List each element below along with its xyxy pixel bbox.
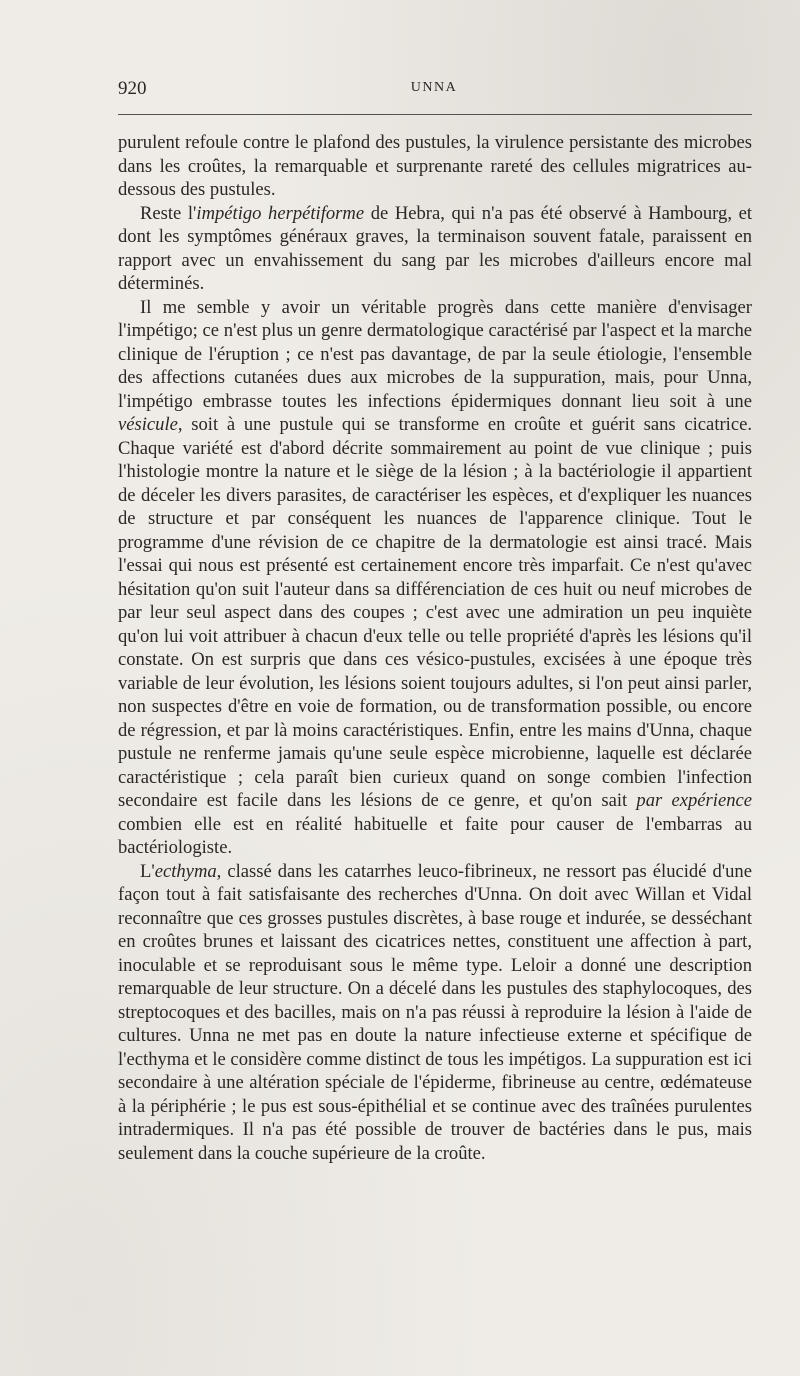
- text-segment: Reste l': [140, 202, 197, 224]
- text-segment: de Hebra, qui n'a pas été observé à Hambourg, et dont les symptômes généraux graves, la terminaison souvent fatale, paraissent en rapport avec un envahissement du sang par les microbes d'ailleurs encore mal déterminés.: [118, 202, 752, 294]
- header-rule: [118, 114, 752, 115]
- text-segment: Il me semble y avoir un véritable progrès dans cette manière d'envisager l'impétigo; ce n'est plus un genre dermatologique caractérisé par l'aspect et la marche clinique de l'éruption ; ce n'est pas davantage, de par la seule étiologie, l'ensemble des affections cutanées dues aux microbes de la suppuration, mais, pour Unna, l'impétigo embrasse toutes les infections épidermiques donnant lieu soit à une: [118, 296, 752, 412]
- italic-term: vésicule: [118, 414, 178, 435]
- paragraph: [118, 202, 752, 296]
- italic-term: impétigo herpétiforme: [196, 202, 365, 224]
- text-segment: combien elle est en réalité habituelle et faite pour causer de l'embarras au bactériologiste.: [118, 813, 752, 858]
- paragraph: [118, 296, 752, 860]
- page-number: 920: [118, 78, 147, 99]
- page-header: [118, 78, 750, 106]
- text-segment: purulent refoule contre le plafond des pustules, la virulence persistante des microbes dans les croûtes, la remarquable et surprenante rareté des cellules migratrices au-dessous des pustules.: [118, 132, 752, 200]
- text-segment: L': [140, 860, 155, 882]
- running-title: UNNA: [410, 80, 458, 95]
- text-segment: , classé dans les catarrhes leuco-fibrineux, ne ressort pas élucidé d'une façon tout à fait satisfaisante des recherches d'Unna. On doit avec Willan et Vidal reconnaître que ces grosses pustules discrètes, à base rouge et indurée, se desséchant en croûtes brunes et laissant des cicatrices nettes, constituent une affection à part, inoculable et se reproduisant sous le même type. Leloir a donné une description remarquable de leur structure. On a décelé dans les pustules des staphylocoques, des streptocoques et des bacilles, mais on n'a pas réussi à reproduire la lésion à l'aide de cultures. Unna ne met pas en doute la nature infectieuse externe et spécifique de l'ecthyma et le considère comme distinct de tous les impétigos. La suppuration est ici secondaire à une altération spéciale de l'épiderme, fibrineuse au centre, œdémateuse à la périphérie ; le pus est sous-épithélial et se continue avec des traînées purulentes intradermiques. Il n'a pas été possible de trouver de bactéries dans le pus, mais seulement dans la couche supérieure de la croûte.: [118, 860, 752, 1164]
- italic-term: par expérience: [636, 790, 752, 811]
- paragraph: [118, 131, 752, 202]
- italic-term: ecthyma: [154, 860, 217, 882]
- text-segment: , soit à une pustule qui se transforme en croûte et guérit sans cicatrice. Chaque variété est d'abord décrite sommairement au point de vue clinique ; puis l'histologie montre la nature et le siège de la lésion ; à la bactériologie il appartient de déceler les divers parasites, de caractériser les espèces, et d'expliquer les nuances de structure et par conséquent les nuances de l'apparence clinique. Tout le programme d'une révision de ce chapitre de la dermatologie est ainsi tracé. Mais l'essai qui nous est présenté est certainement encore très imparfait. Ce n'est qu'avec hésitation qu'on suit l'auteur dans sa différenciation de ces huit ou neuf microbes de par leur seul aspect dans des coupes ; c'est avec une admiration un peu inquiète qu'on lui voit attribuer à chacun d'eux telle ou telle propriété d'après les lésions qu'il constate. On est surpris que dans ces vésico-pustules, excisées à une époque très variable de leur évolution, les lésions soient toujours adultes, si l'on peut ainsi parler, non suspectes d'être en voie de formation, ou de transformation possible, ou encore de régression, et par là moins caractéristiques. Enfin, entre les mains d'Unna, chaque pustule ne renferme jamais qu'une seule espèce microbienne, laquelle est déclarée caractéristique ; cela paraît bien curieux quand on songe combien l'infection secondaire est facile dans les lésions de ce genre, et qu'on sait: [118, 414, 752, 811]
- paragraph: [118, 860, 752, 1166]
- body-text: [118, 131, 752, 1165]
